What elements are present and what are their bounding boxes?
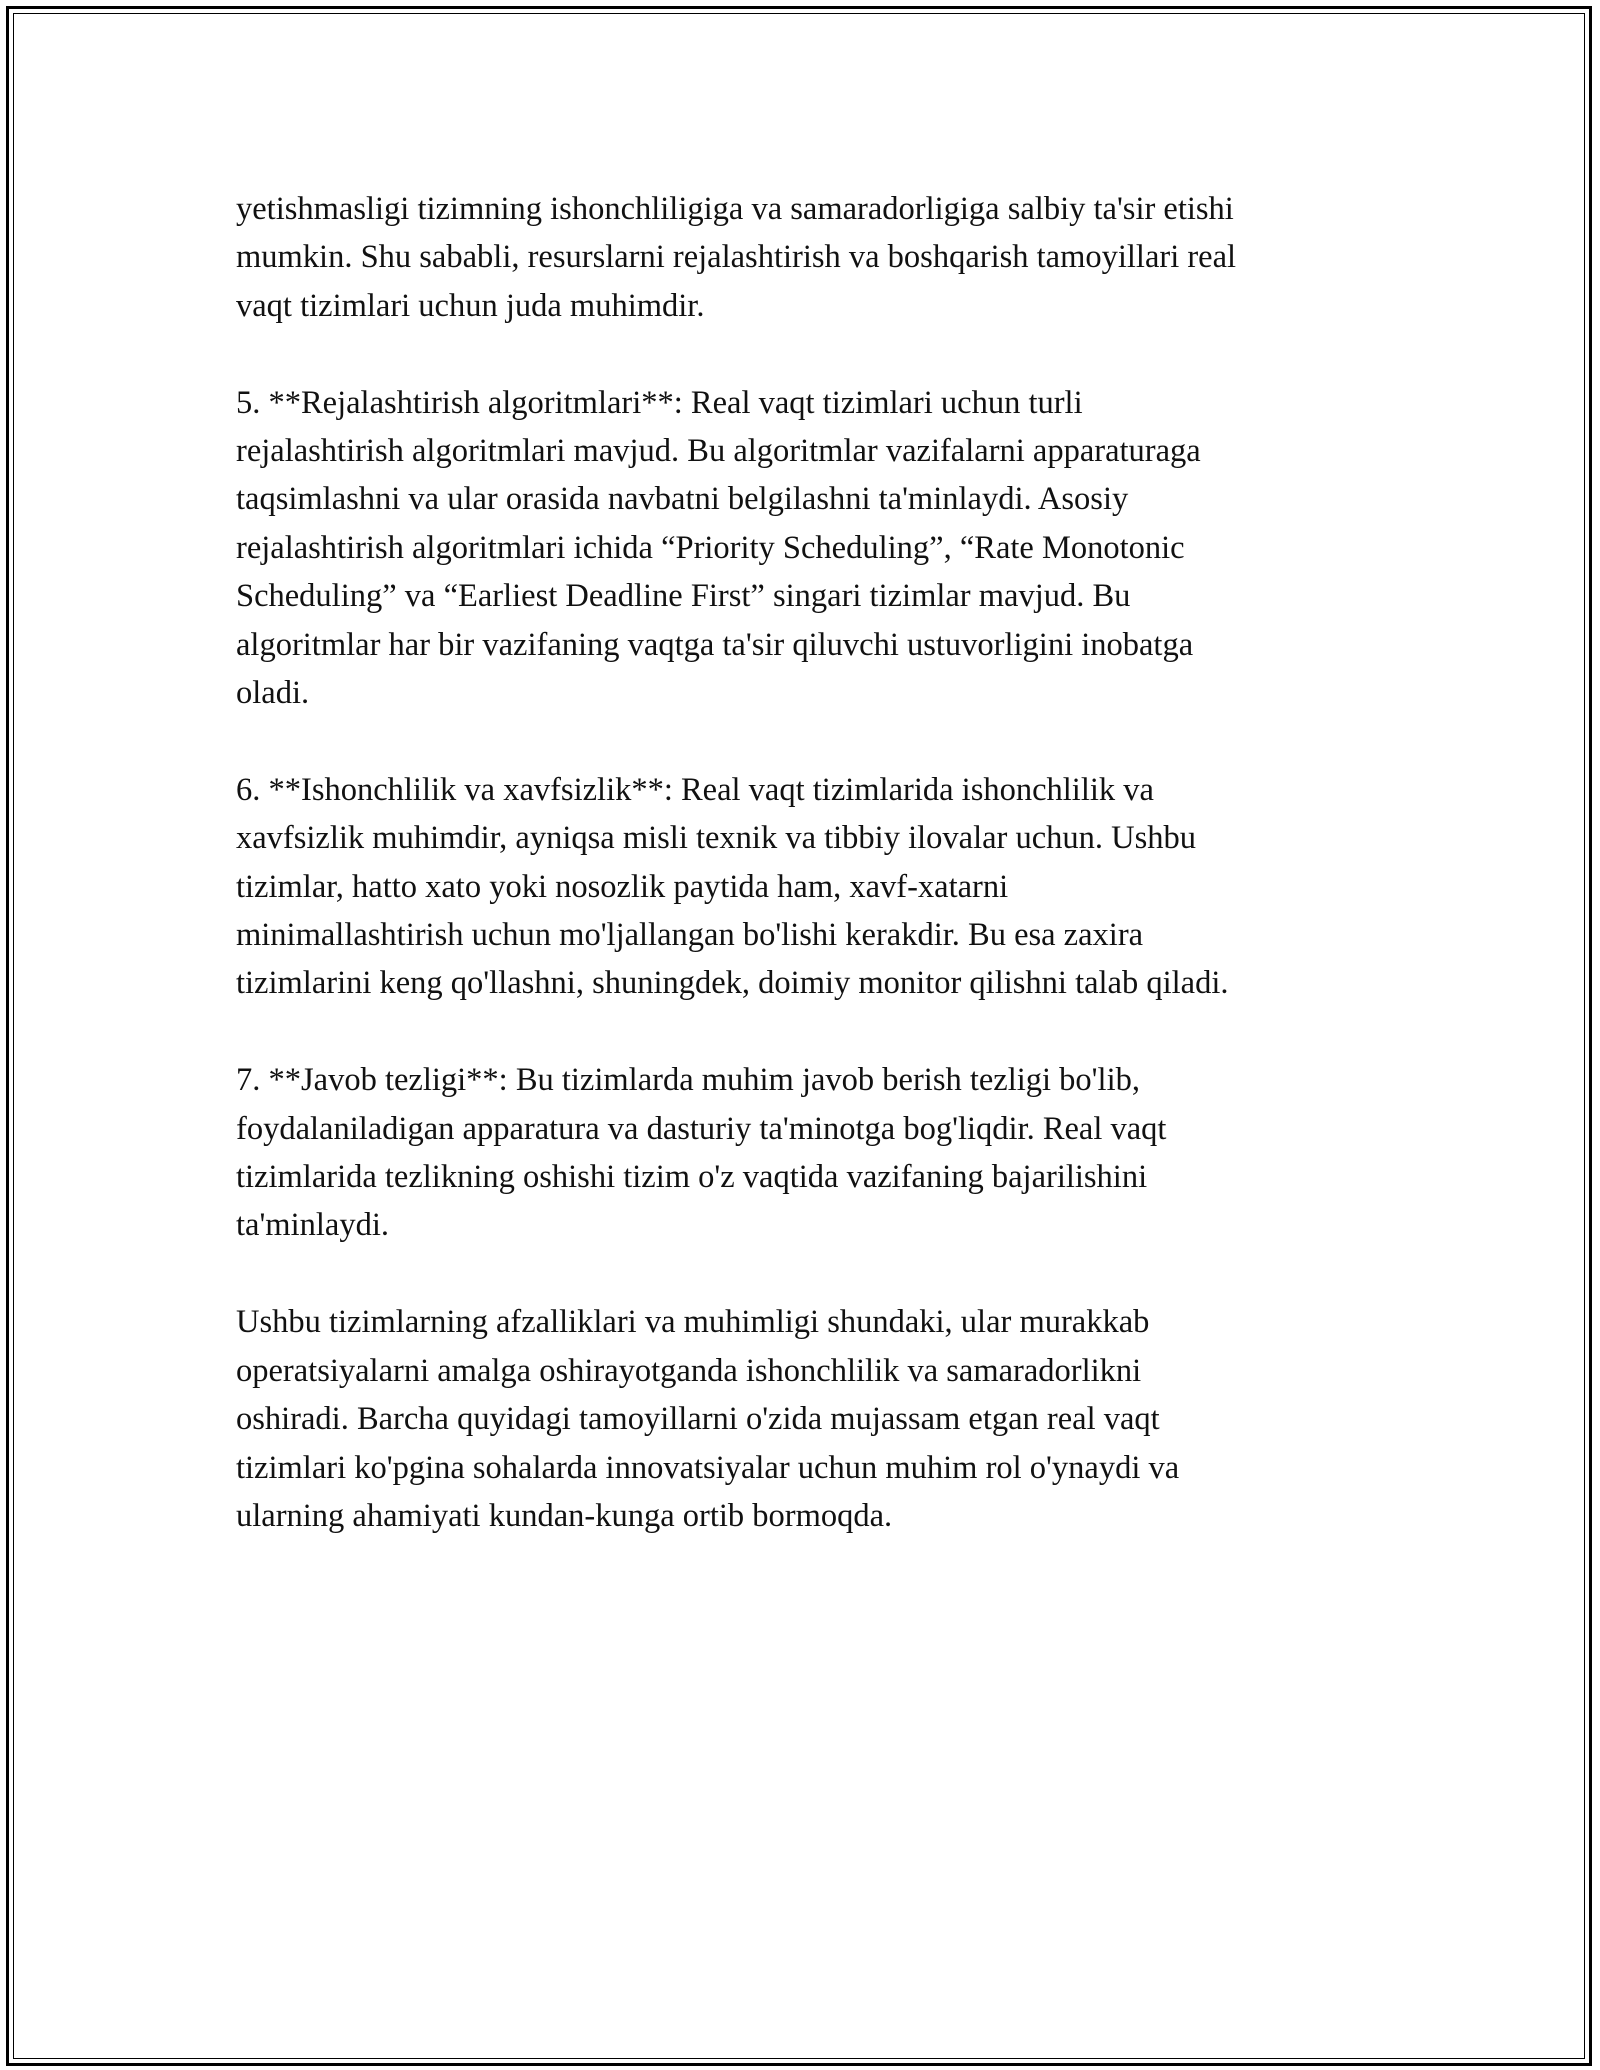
- text-line: tizimlarini keng qo'llashni, shuningdek, doimiy monitor qilishni talab qiladi.: [236, 965, 1229, 1002]
- text-line: Ushbu tizimlarning afzalliklari va muhimligi shundaki, ular murakkab: [236, 1304, 1150, 1341]
- text-line: mumkin. Shu sababli, resurslarni rejalashtirish va boshqarish tamoyillari real: [236, 239, 1237, 276]
- text-line: xavfsizlik muhimdir, ayniqsa misli texnik va tibbiy ilovalar uchun. Ushbu: [236, 820, 1197, 857]
- text-line: vaqt tizimlari uchun juda muhimdir.: [236, 287, 705, 324]
- text-line: oladi.: [236, 675, 310, 712]
- text-line: taqsimlashni va ular orasida navbatni belgilashni ta'minlaydi. Asosiy: [236, 481, 1129, 518]
- text-line: operatsiyalarni amalga oshirayotganda ishonchlilik va samaradorlikni: [236, 1352, 1142, 1389]
- text-line: foydalaniladigan apparatura va dasturiy ta'minotga bog'liqdir. Real vaqt: [236, 1110, 1167, 1147]
- text-line: yetishmasligi tizimning ishonchliligiga va samaradorligiga salbiy ta'sir etishi: [236, 191, 1234, 227]
- text-line: 7. **Javob tezligi**: Bu tizimlarda muhim javob berish tezligi bo'lib,: [236, 1062, 1140, 1099]
- text-line: tizimlar, hatto xato yoki nosozlik paytida ham, xavf-xatarni: [236, 868, 1009, 905]
- paragraph-resources: [236, 185, 1386, 330]
- document-body: [236, 185, 1386, 1589]
- paragraph-response-speed: [236, 1056, 1386, 1250]
- text-line: tizimlarida tezlikning oshishi tizim o'z vaqtida vazifaning bajarilishini: [236, 1159, 1148, 1196]
- text-line: tizimlari ko'pgina sohalarda innovatsiyalar uchun muhim rol o'ynaydi va: [236, 1449, 1180, 1486]
- text-line: ta'minlaydi.: [236, 1207, 389, 1244]
- text-line: Scheduling” va “Earliest Deadline First” singari tizimlar mavjud. Bu: [236, 578, 1131, 615]
- text-line: 6. **Ishonchlilik va xavfsizlik**: Real vaqt tizimlarida ishonchlilik va: [236, 771, 1154, 808]
- paragraph-scheduling-algorithms: [236, 379, 1386, 718]
- paragraph-conclusion: [236, 1298, 1386, 1540]
- text-line: minimallashtirish uchun mo'ljallangan bo'lishi kerakdir. Bu esa zaxira: [236, 917, 1144, 954]
- text-line: algoritmlar har bir vazifaning vaqtga ta'sir qiluvchi ustuvorligini inobatga: [236, 626, 1194, 663]
- text-line: 5. **Rejalashtirish algoritmlari**: Real vaqt tizimlari uchun turli: [236, 384, 1083, 421]
- text-line: rejalashtirish algoritmlari ichida “Priority Scheduling”, “Rate Monotonic: [236, 529, 1185, 566]
- text-line: oshiradi. Barcha quyidagi tamoyillarni o'zida mujassam etgan real vaqt: [236, 1401, 1160, 1438]
- text-line: ularning ahamiyati kundan-kunga ortib bormoqda.: [236, 1497, 893, 1534]
- paragraph-reliability-security: [236, 766, 1386, 1008]
- text-line: rejalashtirish algoritmlari mavjud. Bu algoritmlar vazifalarni apparaturaga: [236, 433, 1201, 470]
